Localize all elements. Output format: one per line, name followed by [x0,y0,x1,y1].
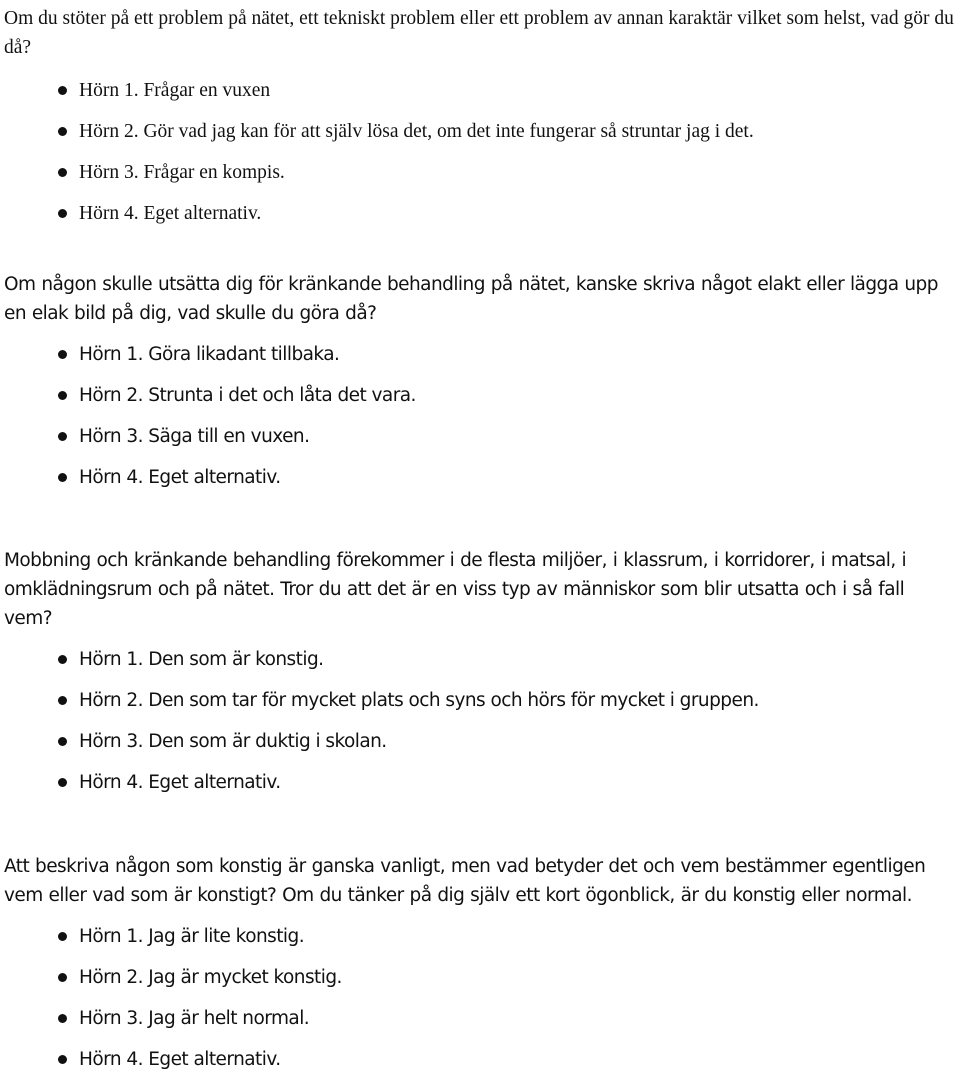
option-text: Hörn 3. Den som är duktig i skolan. [79,731,387,752]
bullet-icon [58,209,67,218]
list-item [4,152,954,193]
option-text: Hörn 4. Eget alternativ. [79,1049,281,1070]
option-text: Hörn 1. Jag är lite konstig. [79,926,305,947]
question-block-3 [4,546,954,803]
option-text: Hörn 2. Strunta i det och låta det vara. [79,385,416,406]
bullet-icon [58,350,67,359]
bullet-icon [58,1055,67,1064]
list-item [4,639,954,680]
option-text: Hörn 2. Gör vad jag kan för att själv lösa det, om det inte fungerar så struntar jag i det. [79,121,754,142]
option-text: Hörn 4. Eget alternativ. [79,772,281,793]
question-text: Om någon skulle utsätta dig för kränkande behandling på nätet, kanske skriva något elakt eller lägga upp en elak bild på dig, vad skulle du göra då? [4,274,938,324]
question-block-4 [4,852,954,1080]
option-text: Hörn 2. Den som tar för mycket plats och syns och hörs för mycket i gruppen. [79,690,759,711]
bullet-icon [58,1014,67,1023]
list-item [4,1039,954,1080]
bullet-icon [58,778,67,787]
list-item [4,680,954,721]
list-item [4,193,954,234]
option-list [4,334,954,498]
list-item [4,998,954,1039]
list-item [4,916,954,957]
option-text: Hörn 3. Frågar en kompis. [79,162,285,183]
list-item [4,416,954,457]
bullet-icon [58,737,67,746]
question-text: Mobbning och kränkande behandling förekommer i de flesta miljöer, i klassrum, i korridorer, i matsal, i omklädningsrum och på nätet. Tror du att det är en viss typ av människor som blir utsatta och i så fall vem? [4,550,907,629]
option-text: Hörn 1. Den som är konstig. [79,649,324,670]
question-text: Om du stöter på ett problem på nätet, ett tekniskt problem eller ett problem av annan karaktär vilket som helst, vad gör du då? [4,8,954,58]
option-text: Hörn 3. Jag är helt normal. [79,1008,310,1029]
question-block-1 [4,4,954,234]
bullet-icon [58,432,67,441]
bullet-icon [58,932,67,941]
list-item [4,334,954,375]
bullet-icon [58,127,67,136]
option-list [4,639,954,803]
option-text: Hörn 3. Säga till en vuxen. [79,426,310,447]
question-block-2 [4,270,954,498]
list-item [4,721,954,762]
bullet-icon [58,391,67,400]
option-text: Hörn 2. Jag är mycket konstig. [79,967,342,988]
list-item [4,70,954,111]
option-text: Hörn 1. Frågar en vuxen [79,80,271,101]
bullet-icon [58,696,67,705]
list-item [4,762,954,803]
bullet-icon [58,86,67,95]
list-item [4,111,954,152]
option-text: Hörn 4. Eget alternativ. [79,467,281,488]
option-text: Hörn 4. Eget alternativ. [79,203,262,224]
option-list [4,916,954,1080]
list-item [4,375,954,416]
list-item [4,457,954,498]
option-list [4,70,954,234]
question-text: Att beskriva någon som konstig är ganska vanligt, men vad betyder det och vem bestämmer egentligen vem eller vad som är konstigt? Om du tänker på dig själv ett kort ögonblick, är du konstig eller normal. [4,856,926,906]
bullet-icon [58,655,67,664]
bullet-icon [58,973,67,982]
bullet-icon [58,473,67,482]
option-text: Hörn 1. Göra likadant tillbaka. [79,344,340,365]
list-item [4,957,954,998]
bullet-icon [58,168,67,177]
